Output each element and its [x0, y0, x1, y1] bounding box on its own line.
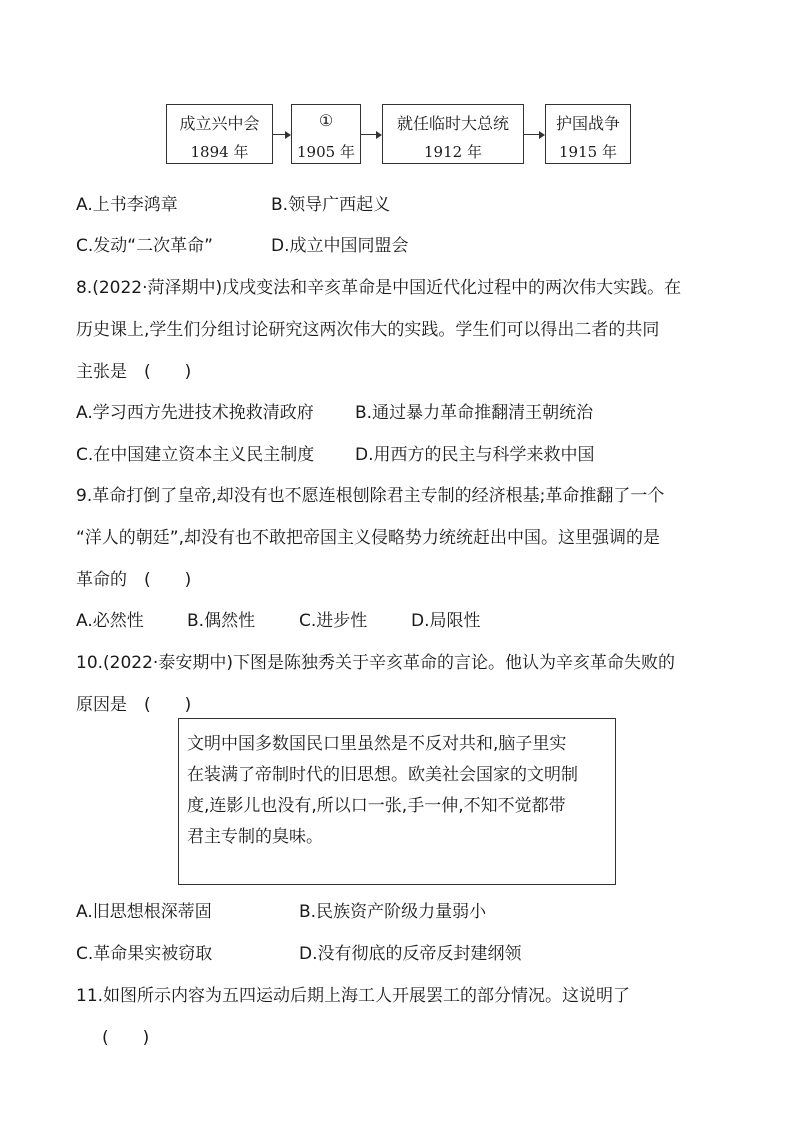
q8-option-a: A.学习西方先进技术挽救清政府: [76, 403, 314, 423]
timeline-year: 1905 年: [297, 143, 355, 161]
timeline-box-2: [291, 104, 361, 164]
timeline-box-4: [545, 104, 631, 164]
timeline: [0, 104, 794, 166]
q10-option-d: D.没有彻底的反帝反封建纲领: [299, 944, 522, 964]
q9-option-d: D.局限性: [411, 611, 481, 631]
timeline-event: 就任临时大总统: [396, 114, 509, 133]
q9-stem-line-2: “洋人的朝廷”,却没有也不敢把帝国主义侵略势力统统赶出中国。这里强调的是: [76, 528, 661, 548]
q8-option-c: C.在中国建立资本主义民主制度: [76, 445, 315, 465]
q11-stem-line-2: ( ): [102, 1028, 150, 1048]
q9-option-a: A.必然性: [76, 611, 144, 631]
q9-stem-line-3: 革命的 ( ): [76, 570, 192, 590]
q7-option-c: C.发动“二次革命”: [76, 236, 213, 256]
q7-option-a: A.上书李鸿章: [76, 195, 178, 215]
timeline-event: 护国战争: [555, 114, 620, 133]
timeline-event: 成立兴中会: [179, 114, 260, 133]
q10-option-b: B.民族资产阶级力量弱小: [299, 902, 487, 922]
q9-stem-line-1: 9.革命打倒了皇帝,却没有也不愿连根刨除君主专制的经济根基;革命推翻了一个: [76, 486, 665, 506]
q8-option-b: B.通过暴力革命推翻清王朝统治: [355, 403, 594, 423]
quote-line-4: 君主专制的臭味。: [187, 827, 323, 847]
timeline-year: 1894 年: [190, 143, 249, 161]
q9-option-c: C.进步性: [299, 611, 368, 631]
timeline-year: 1912 年: [424, 143, 482, 161]
q7-option-b: B.领导广西起义: [271, 195, 391, 215]
q10-stem-line-1: 10.(2022·泰安期中)下图是陈独秀关于辛亥革命的言论。他认为辛亥革命失败的: [76, 653, 675, 673]
arrow-icon: [361, 131, 382, 139]
quote-line-2: 在装满了帝制时代的旧思想。欧美社会国家的文明制: [187, 765, 578, 785]
q8-stem-line-1: 8.(2022·菏泽期中)戊戌变法和辛亥革命是中国近代化过程中的两次伟大实践。在: [76, 278, 682, 298]
q8-stem-line-3: 主张是 ( ): [76, 362, 192, 382]
timeline-event: ①: [318, 111, 334, 130]
q8-stem-line-2: 历史课上,学生们分组讨论研究这两次伟大的实践。学生们可以得出二者的共同: [76, 320, 660, 340]
arrow-icon: [273, 131, 291, 139]
timeline-box-1: [166, 104, 273, 164]
q9-option-b: B.偶然性: [187, 611, 256, 631]
quote-line-3: 度,连影儿也没有,所以口一张,手一伸,不知不觉都带: [187, 796, 566, 816]
arrow-icon: [524, 131, 545, 139]
q7-option-d: D.成立中国同盟会: [271, 236, 409, 256]
quote-line-1: 文明中国多数国民口里虽然是不反对共和,脑子里实: [187, 734, 567, 754]
q10-option-c: C.革命果实被窃取: [76, 944, 213, 964]
quote-box: [178, 718, 616, 885]
q10-option-a: A.旧思想根深蒂固: [76, 902, 212, 922]
timeline-year: 1915 年: [559, 143, 617, 161]
q8-option-d: D.用西方的民主与科学来救中国: [355, 445, 595, 465]
q10-stem-line-2: 原因是 ( ): [76, 695, 192, 715]
q11-stem-line-1: 11.如图所示内容为五四运动后期上海工人开展罢工的部分情况。这说明了: [76, 986, 631, 1006]
timeline-box-3: [382, 104, 524, 164]
